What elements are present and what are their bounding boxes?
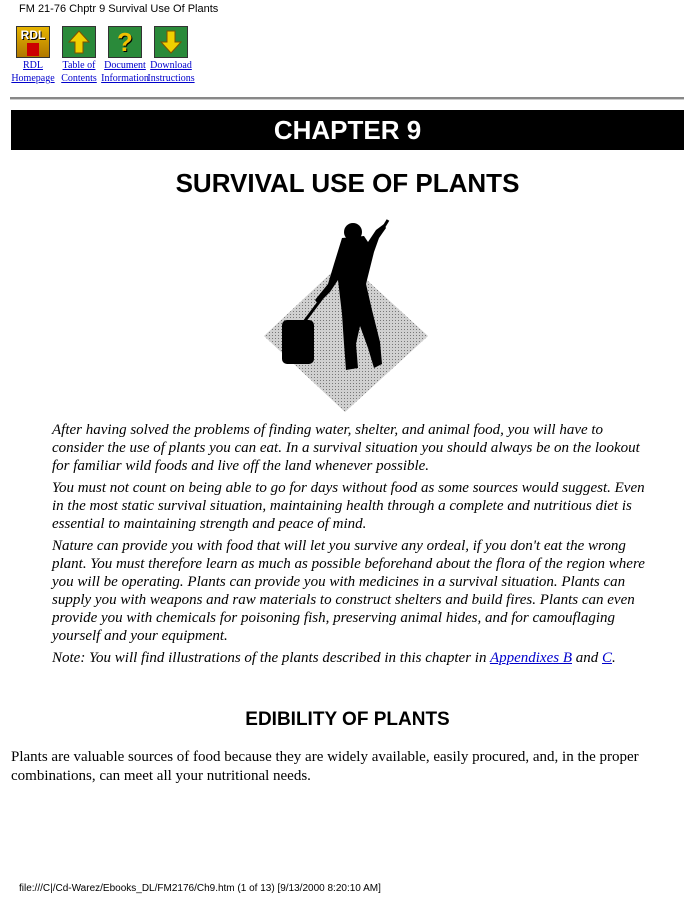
appendix-b-link[interactable]: Appendixes B <box>489 650 572 666</box>
rdl-homepage-link[interactable]: RDL Homepage <box>11 60 55 84</box>
appendix-c-link[interactable]: C <box>602 650 613 666</box>
rdl-logo-strip <box>27 43 39 56</box>
nav-table-of-contents[interactable] <box>56 26 102 85</box>
nav-download-instructions[interactable] <box>148 26 194 85</box>
chapter-banner: CHAPTER 9 <box>11 110 684 150</box>
intro-paragraph-3: Nature can provide you with food that will let you survive any ordeal, if you don't eat the wrong plant. You must therefore learn as much as possible beforehand about the flora of the region where you will be operating. Plants can provide you with medicines in a survival situation. Plants can supply you with weapons and raw materials to construct shelters and build fires. Plants can even provide you with chemicals for poisoning fish, preserving animal hides, and for camouflaging yourself and your equipment. <box>52 538 645 644</box>
nav-document-information[interactable] <box>102 26 148 85</box>
table-of-contents-link[interactable]: Table of Contents <box>61 60 97 84</box>
up-arrow-icon[interactable] <box>62 26 96 58</box>
top-divider <box>10 97 684 100</box>
question-mark-icon[interactable]: ? <box>108 26 142 58</box>
soldier-digging-icon <box>260 218 430 418</box>
nav-rdl-homepage[interactable] <box>10 26 56 85</box>
rdl-logo-text: RDL <box>20 27 46 42</box>
page-footer: file:///C|/Cd-Warez/Ebooks_DL/FM2176/Ch9.htm (1 of 13) [9/13/2000 8:20:10 AM] <box>19 883 381 894</box>
intro-note: Note: You will find illustrations of the plants described in this chapter in Appendixes B and C. <box>52 650 616 666</box>
nav-bar <box>10 26 194 85</box>
document-information-link[interactable]: Document Information <box>101 60 149 84</box>
download-instructions-link[interactable]: Download Instructions <box>147 60 195 84</box>
intro-paragraph-2: You must not count on being able to go for days without food as some sources would suggest. Even in the most static survival situation, maintaining health through a complete and nutritious diet is essential to maintaining strength and peace of mind. <box>52 480 645 532</box>
chapter-title: SURVIVAL USE OF PLANTS <box>175 168 520 198</box>
down-arrow-icon[interactable] <box>154 26 188 58</box>
page-header-title: FM 21-76 Chptr 9 Survival Use Of Plants <box>19 3 219 15</box>
intro-text <box>52 421 652 671</box>
section-body: Plants are valuable sources of food because they are widely available, easily procured, and, in the proper combinations, can meet all your nutritional needs. <box>11 749 639 784</box>
rdl-logo-icon[interactable] <box>16 26 50 58</box>
section-title: EDIBILITY OF PLANTS <box>245 709 450 730</box>
intro-paragraph-1: After having solved the problems of finding water, shelter, and animal food, you will have to consider the use of plants you can eat. In a survival situation you should always be on the lookout for familiar wild foods and live off the land whenever possible. <box>52 422 640 474</box>
